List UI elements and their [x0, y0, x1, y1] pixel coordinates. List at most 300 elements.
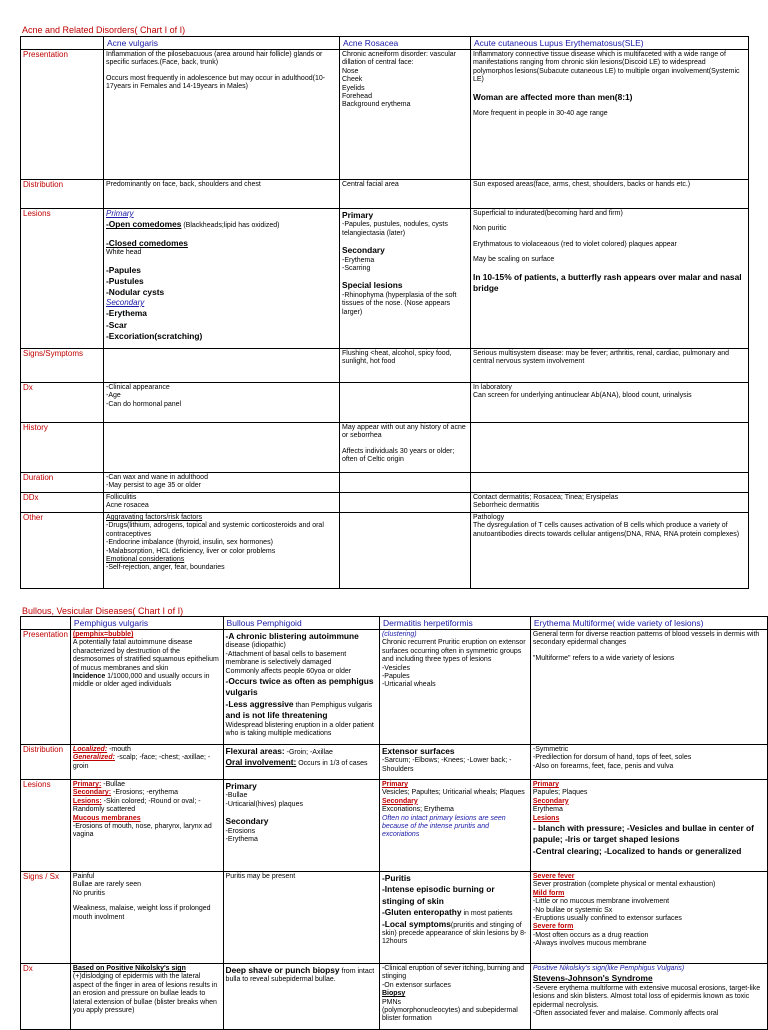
bullous-diseases-table [20, 616, 768, 1030]
cell-line [226, 710, 377, 721]
blank-line [473, 85, 746, 92]
cell-text: Widespread blistering eruption in a older patient who is taking multiple medications [225, 721, 374, 738]
cell-line [533, 631, 765, 648]
table-row [21, 964, 768, 1030]
cell-text: -Occurs twice as often as pemphigus vulgaris [225, 676, 374, 698]
cell-text: Seborrheic dermatitis [473, 502, 540, 510]
cell-text: Secondary [106, 297, 145, 307]
table-cell [530, 745, 767, 780]
cell-line [226, 828, 377, 836]
cell-text: Superficial to indurated(becoming hard and firm) [473, 210, 623, 217]
blank-line [473, 234, 746, 241]
table-row [21, 630, 768, 745]
cell-line [533, 746, 765, 754]
cell-text: -Malabsorption, HCL deficiency, liver or color problems [106, 547, 276, 555]
column-header-erythema-multiforme-wide-variety-of-lesions: Erythema Multiforme( wide variety of lesions) [530, 617, 767, 630]
cell-text: Generalized: [72, 754, 115, 762]
cell-line [106, 51, 337, 68]
cell-text: -Nodular cysts [106, 287, 165, 298]
table-cell [340, 349, 471, 383]
cell-text: Inflammatory connective tissue disease which is multifaceted with a wide range of manifestations ranging from chronic skin lesions(Discoid LE) to widespread polymorphos lesions(Subacute cutaneous LE) to multiple organ involvement(Systemic LE) [473, 51, 740, 84]
blank-line [342, 384, 468, 391]
cell-text: Puritis may be present [225, 873, 296, 880]
cell-text: -Scarring [342, 265, 371, 273]
cell-text: -Urticarial wheals [381, 681, 436, 689]
cell-line [342, 448, 468, 465]
table-cell [471, 423, 749, 473]
cell-text: Contact dermatitis; Rosacea; Tinea; Erysipelas [473, 494, 619, 501]
cell-line [533, 806, 765, 814]
cell-line [106, 514, 337, 522]
cell-text: Flexural areas: [225, 746, 285, 756]
cell-line [226, 642, 377, 650]
row-label-ddx: DDx [21, 493, 104, 513]
cell-line [342, 424, 468, 441]
cell-line [533, 973, 765, 984]
cell-text: Extensor surfaces [381, 746, 455, 756]
table-cell [471, 493, 749, 513]
table-cell [530, 872, 767, 964]
table-cell [530, 630, 767, 745]
cell-line [342, 68, 468, 76]
cell-text: Deep shave or punch biopsy [225, 965, 340, 975]
cell-text: disease (idiopathic) [225, 642, 286, 650]
table-row [21, 745, 768, 780]
cell-line [226, 699, 377, 710]
cell-line [382, 746, 528, 757]
cell-text: Papules; Plaques [532, 789, 588, 797]
table-row [21, 423, 749, 473]
cell-text: Mild form [532, 889, 565, 897]
cell-text: -Papules [106, 264, 141, 275]
cell-text: Often no intact primary lesions are seen because of the intense pruritis and excoriations [381, 814, 506, 839]
cell-line [473, 181, 746, 189]
blank-line [342, 494, 468, 501]
cell-line [106, 494, 337, 502]
column-header-acne-rosacea: Acne Rosacea [340, 37, 471, 50]
table-cell [471, 383, 749, 423]
cell-text: Pathology [473, 514, 505, 521]
cell-line [533, 1010, 765, 1018]
cell-line [106, 384, 337, 392]
cell-line [382, 781, 528, 789]
cell-text: Cheek [342, 76, 363, 84]
blank-line [106, 424, 337, 431]
table-cell [340, 493, 471, 513]
table-row [21, 473, 749, 493]
cell-line [342, 265, 468, 273]
cell-line [473, 92, 746, 103]
cell-text-continued: from intact bulla to reveal subepidermal bullae. [225, 968, 375, 984]
cell-text: Special lesions [342, 280, 403, 291]
cell-line [106, 181, 337, 189]
cell-line [382, 806, 528, 814]
cell-line [473, 502, 746, 510]
table-row [21, 383, 749, 423]
blank-line [473, 249, 746, 256]
cell-text: Primary: [72, 781, 102, 788]
column-header-acne-vulgaris: Acne vulgaris [104, 37, 340, 50]
cell-line [342, 257, 468, 265]
table-cell [471, 349, 749, 383]
column-header-pemphigus-vulgaris: Pemphigus vulgaris [70, 617, 223, 630]
blank-line [473, 218, 746, 225]
column-header-dermatitis-herpetiformis: Dermatitis herpetiformis [379, 617, 530, 630]
cell-text: Based on Positive Nikolsky's sign [72, 965, 186, 972]
cell-line [226, 722, 377, 739]
cell-text: Primary [225, 781, 257, 791]
table-cell [471, 513, 749, 589]
cell-text: -Gluten enteropathy [381, 907, 462, 918]
cell-line [226, 676, 377, 699]
cell-text: -Can wax and wane in adulthood [106, 474, 208, 481]
table-cell [471, 50, 749, 180]
cell-line [73, 881, 221, 889]
cell-line [342, 51, 468, 68]
cell-line [382, 815, 528, 840]
table-cell [223, 872, 379, 964]
cell-text: Affects individuals 30 years or older; often of Celtic origin [342, 447, 455, 464]
cell-text: -No bullae or systemic Sx [532, 906, 613, 914]
cell-text: Mucous membranes [72, 814, 141, 822]
blank-line [106, 231, 337, 238]
cell-text: In 10-15% of patients, a butterfly rash appears over malar and nasal bridge [473, 271, 742, 294]
row-label-duration: Duration [21, 473, 104, 493]
cell-text-continued: -Bullae [101, 781, 126, 788]
cell-text: Primary [342, 210, 374, 220]
cell-line [533, 798, 765, 806]
cell-text-continued: -Erosions; -erythema [111, 789, 178, 797]
table-cell [340, 423, 471, 473]
cell-text: -Central clearing; -Localized to hands or generalized [532, 845, 742, 856]
cell-text: -Attachment of basal cells to basement membrane is selectively damaged [225, 650, 347, 667]
header-row [21, 37, 749, 50]
cell-text: Chronic acneiform disorder: vascular dillation of central face: [342, 51, 456, 67]
blank-line [473, 474, 746, 481]
cell-text: Severe fever [532, 873, 575, 880]
cell-line [226, 668, 377, 676]
cell-text: May appear with out any history of acne or seborrhea [342, 424, 466, 440]
table-cell [379, 872, 530, 964]
cell-text: and is not life threatening [225, 710, 328, 721]
cell-text: Sun exposed areas(face, arms, chest, shoulders, backs or hands etc.) [473, 181, 691, 188]
cell-line [382, 873, 528, 884]
cell-text: -Predilection for dorsum of hand, tops of feet, soles [532, 754, 692, 762]
chart2-title: Bullous, Vesicular Diseases( Chart I of I) [22, 606, 184, 616]
cell-line [473, 225, 746, 233]
cell-line [226, 873, 377, 881]
cell-text: (polymorphonucleocytes) and subepidermal blister formation [381, 1007, 518, 1023]
cell-line [382, 982, 528, 990]
cell-text: General term for diverse reaction patterns of blood vessels in dermis with secondary epidermal changes [532, 631, 760, 647]
table-cell [104, 209, 340, 349]
cell-text: -Eruptions usually confined to extensor surfaces [532, 915, 682, 923]
table-cell [340, 383, 471, 423]
cell-text: Secondary [342, 245, 385, 256]
table-cell [104, 50, 340, 180]
cell-line [382, 789, 528, 797]
cell-text: Eyelids [342, 84, 365, 92]
cell-line [382, 798, 528, 806]
cell-text: -Papules [381, 673, 410, 681]
cell-text: Acne rosacea [106, 502, 149, 510]
cell-line [382, 757, 528, 774]
table-cell [340, 180, 471, 209]
row-label-presentation: Presentation [21, 50, 104, 180]
cell-text: -Urticarial(hives) plaques [225, 800, 303, 808]
cell-line [342, 76, 468, 84]
table-cell [104, 513, 340, 589]
cell-text: -Intense episodic burning or stinging of skin [381, 884, 495, 906]
cell-line [106, 401, 337, 409]
table-cell [70, 630, 223, 745]
cell-text: - blanch with pressure; -Vesicles and bullae in center of papule; -Iris or target shaped lesions [532, 823, 754, 845]
table-cell [104, 423, 340, 473]
cell-text: Excoriations; Erythema [381, 806, 454, 814]
cell-text: May be scaling on surface [473, 256, 555, 264]
cell-line [533, 965, 765, 973]
cell-text: -Erythema [225, 836, 258, 844]
table-cell [223, 630, 379, 745]
cell-text-continued: -Skin colored; -Round or oval; -Randomly scattered [72, 797, 201, 814]
cell-text: -Clinical appearance [106, 384, 170, 391]
blank-line [342, 238, 468, 245]
cell-line [342, 292, 468, 317]
cell-text: A potentially fatal autoimmune disease characterized by destruction of the desmosomes of stratified squamous epithelium of mucus membranes and skin [72, 639, 219, 672]
cell-text: -Always involves mucous membrane [532, 940, 647, 948]
cell-line [473, 210, 746, 218]
cell-line [382, 665, 528, 673]
table-cell [471, 473, 749, 493]
cell-text: Biopsy [381, 990, 406, 998]
cell-text: Nose [342, 67, 359, 75]
table-row [21, 180, 749, 209]
cell-line [342, 280, 468, 291]
cell-line [473, 384, 746, 392]
blank-line [473, 103, 746, 110]
cell-line [533, 873, 765, 881]
cell-line [73, 631, 221, 639]
cell-text: "Multiforme" refers to a wide variety of lesions [532, 654, 675, 662]
cell-line [473, 514, 746, 522]
cell-text: -Pustules [106, 276, 144, 287]
cell-text: Serious multisystem disease: may be fever; arthritis, renal, cardiac, pulmonary and central nervous system involvement [473, 350, 729, 366]
cell-text-continued: Occurs in 1/3 of cases [296, 760, 368, 768]
cell-text: -Symmetric [532, 746, 569, 753]
table-cell [340, 473, 471, 493]
cell-text: Severe form [532, 923, 574, 931]
row-label-presentation: Presentation [21, 630, 71, 745]
row-label-dx: Dx [21, 383, 104, 423]
cell-line [533, 846, 765, 857]
corner-cell [21, 617, 71, 630]
cell-line [106, 548, 337, 556]
table-cell [70, 780, 223, 872]
table-cell [379, 630, 530, 745]
cell-text: (pemphix=bubble) [72, 631, 134, 638]
cell-line [73, 746, 221, 754]
row-label-distribution: Distribution [21, 745, 71, 780]
cell-text: -Also on forearms, feet, face, penis and vulva [532, 762, 674, 770]
cell-line [533, 907, 765, 915]
cell-text: -A chronic blistering autoimmune [225, 631, 359, 641]
cell-line [73, 673, 221, 690]
cell-text: -Can do hormonal panel [106, 400, 182, 408]
cell-text: -Erythema [342, 256, 375, 264]
cell-text: -Closed comedomes [106, 237, 188, 248]
cell-text: -Little or no mucous membrane involvement [532, 898, 670, 906]
cell-text: -Erosions [225, 827, 256, 835]
cell-text: Folliculitis [106, 494, 137, 501]
cell-line [342, 93, 468, 101]
cell-line [382, 681, 528, 689]
cell-line [533, 881, 765, 889]
cell-text: Localized: [72, 746, 108, 753]
cell-line [473, 51, 746, 85]
cell-text: -Often associated fever and malaise. Commonly affects oral [532, 1010, 719, 1018]
table-cell [471, 209, 749, 349]
cell-line [473, 110, 746, 118]
cell-line [382, 673, 528, 681]
cell-line [226, 757, 377, 768]
blank-line [106, 68, 337, 75]
cell-text: More frequent in people in 30-40 age range [473, 110, 608, 118]
table-row [21, 349, 749, 383]
cell-line [342, 210, 468, 221]
table-cell [530, 780, 767, 872]
cell-text-continued: 1/1000,000 and usually occurs in middle or older aged individuals [72, 673, 210, 689]
cell-line [473, 522, 746, 539]
cell-line [226, 965, 377, 985]
cell-line [342, 245, 468, 256]
blank-line [342, 273, 468, 280]
table-row [21, 780, 768, 872]
column-header-bullous-pemphigoid: Bullous Pemphigoid [223, 617, 379, 630]
cell-text: -Erosions of mouth, nose, pharynx, larynx ad vagina [72, 823, 212, 839]
cell-text: Flushing <heat, alcohol, spicy food, sunlight, hot food [342, 350, 452, 366]
cell-text: Primary [106, 209, 134, 218]
cell-text-continued: (Blackheads;lipid has oxidized) [181, 222, 280, 230]
cell-line [106, 564, 337, 572]
cell-text: -Endocrine imbalance (thyroid, insulin, sex hormones) [106, 539, 273, 547]
cell-line [106, 276, 337, 287]
row-label-lesions: Lesions [21, 209, 104, 349]
cell-text: -Less aggressive [225, 698, 294, 709]
blank-line [106, 258, 337, 265]
blank-line [73, 898, 221, 905]
cell-text: Secondary [225, 816, 269, 827]
table-cell [104, 473, 340, 493]
cell-line [73, 873, 221, 881]
cell-line [106, 219, 337, 230]
cell-text: Lesions: [72, 797, 102, 805]
cell-text-continued: -mouth [107, 746, 131, 753]
cell-text: -Vesicles [381, 664, 410, 672]
row-label-signs-sx: Signs / Sx [21, 872, 71, 964]
blank-line [473, 424, 746, 431]
cell-text: Non puritic [473, 225, 507, 233]
cell-text: -Erythema [106, 308, 147, 319]
cell-text: Occurs most frequently in adolescence but may occur in adulthood(10-17years in Females and 14-19years in Males) [106, 74, 326, 91]
cell-line [533, 823, 765, 846]
cell-line [226, 651, 377, 668]
cell-text-continued: (pruritis and stinging of skin) precede appearance of skin lesions by 8-12hours [381, 921, 527, 946]
table-cell [104, 349, 340, 383]
cell-text: Inflammation of the pilosebacuous (area around hair follicle) glands or specific surfaces.(Face, back, trunk) [106, 51, 323, 67]
cell-text: Aggravating factors/risk factors [106, 514, 203, 521]
cell-text: Predominantly on face, back, shoulders and chest [106, 181, 261, 188]
cell-text: -On extensor surfaces [381, 981, 451, 989]
cell-text: Erythmatous to violaceaous (red to violet colored) plaques appear [473, 240, 677, 248]
cell-line [226, 836, 377, 844]
cell-text: No pruritis [72, 889, 105, 897]
cell-text: Woman are affected more than men(8:1) [473, 91, 633, 102]
cell-line [342, 350, 468, 367]
cell-text: Primary [532, 781, 559, 788]
table-row [21, 872, 768, 964]
cell-text: -Puritis [381, 873, 411, 883]
cell-line [382, 1007, 528, 1024]
cell-text: (clustering) [381, 631, 417, 638]
cell-line [382, 639, 528, 664]
cell-text: -Drugs(lithium, adrogens, topical and systemic corticosteroids and oral contraceptives [106, 522, 324, 538]
cell-line [473, 272, 746, 295]
cell-text: Primary [381, 781, 409, 788]
blank-line [533, 648, 765, 655]
row-label-distribution: Distribution [21, 180, 104, 209]
cell-text: Painful [72, 873, 95, 880]
cell-text: Lesions [532, 814, 560, 822]
cell-line [533, 655, 765, 663]
cell-text: Vesicles; Papultes; Uriticarial wheals; Plaques [381, 789, 525, 797]
cell-line [342, 85, 468, 93]
cell-line [533, 940, 765, 948]
cell-text: (+)dislodging of epidermis with the lateral aspect of the finger in area of lesions results in an erosion and pressure on bullae leads to lateral extension of bullae (blister breaks when you apply pressure) [72, 973, 218, 1015]
table-cell [70, 964, 223, 1030]
cell-text: -Excoriation(scratching) [106, 331, 203, 342]
cell-text: Secondary [381, 797, 418, 805]
cell-text: Oral involvement: [225, 757, 297, 768]
table-row [21, 493, 749, 513]
cell-text: -Sarcum; -Elbows; -Knees; -Lower back; -Shoulders [381, 757, 512, 773]
cell-line [473, 392, 746, 400]
row-label-history: History [21, 423, 104, 473]
cell-text: Positive Nikolsky's sign(like Pemphigus Vulgaris) [532, 965, 685, 972]
table-cell [223, 745, 379, 780]
cell-line [73, 789, 221, 797]
cell-text: Sever prostration (complete physical or mental exhaustion) [532, 881, 716, 889]
cell-text: -Severe erythema multiforme with extensive mucosal erosions, target-like lesions and skin blisters. Almost total loss of epidermis known as toxic epidermal necrolysis. [532, 984, 761, 1009]
cell-line [382, 999, 528, 1007]
table-cell [223, 964, 379, 1030]
table-cell [530, 964, 767, 1030]
table-cell [340, 209, 471, 349]
cell-line [533, 923, 765, 931]
table-cell [340, 50, 471, 180]
cell-line [342, 181, 468, 189]
cell-line [226, 816, 377, 827]
table-cell [70, 745, 223, 780]
blank-line [226, 809, 377, 816]
cell-line [533, 915, 765, 923]
table-cell [379, 780, 530, 872]
table-row [21, 209, 749, 349]
cell-text: -Open comedomes [106, 219, 182, 230]
cell-text: -Age [106, 392, 121, 400]
cell-line [73, 754, 221, 771]
cell-text: Forehead [342, 93, 372, 101]
cell-line [533, 815, 765, 823]
